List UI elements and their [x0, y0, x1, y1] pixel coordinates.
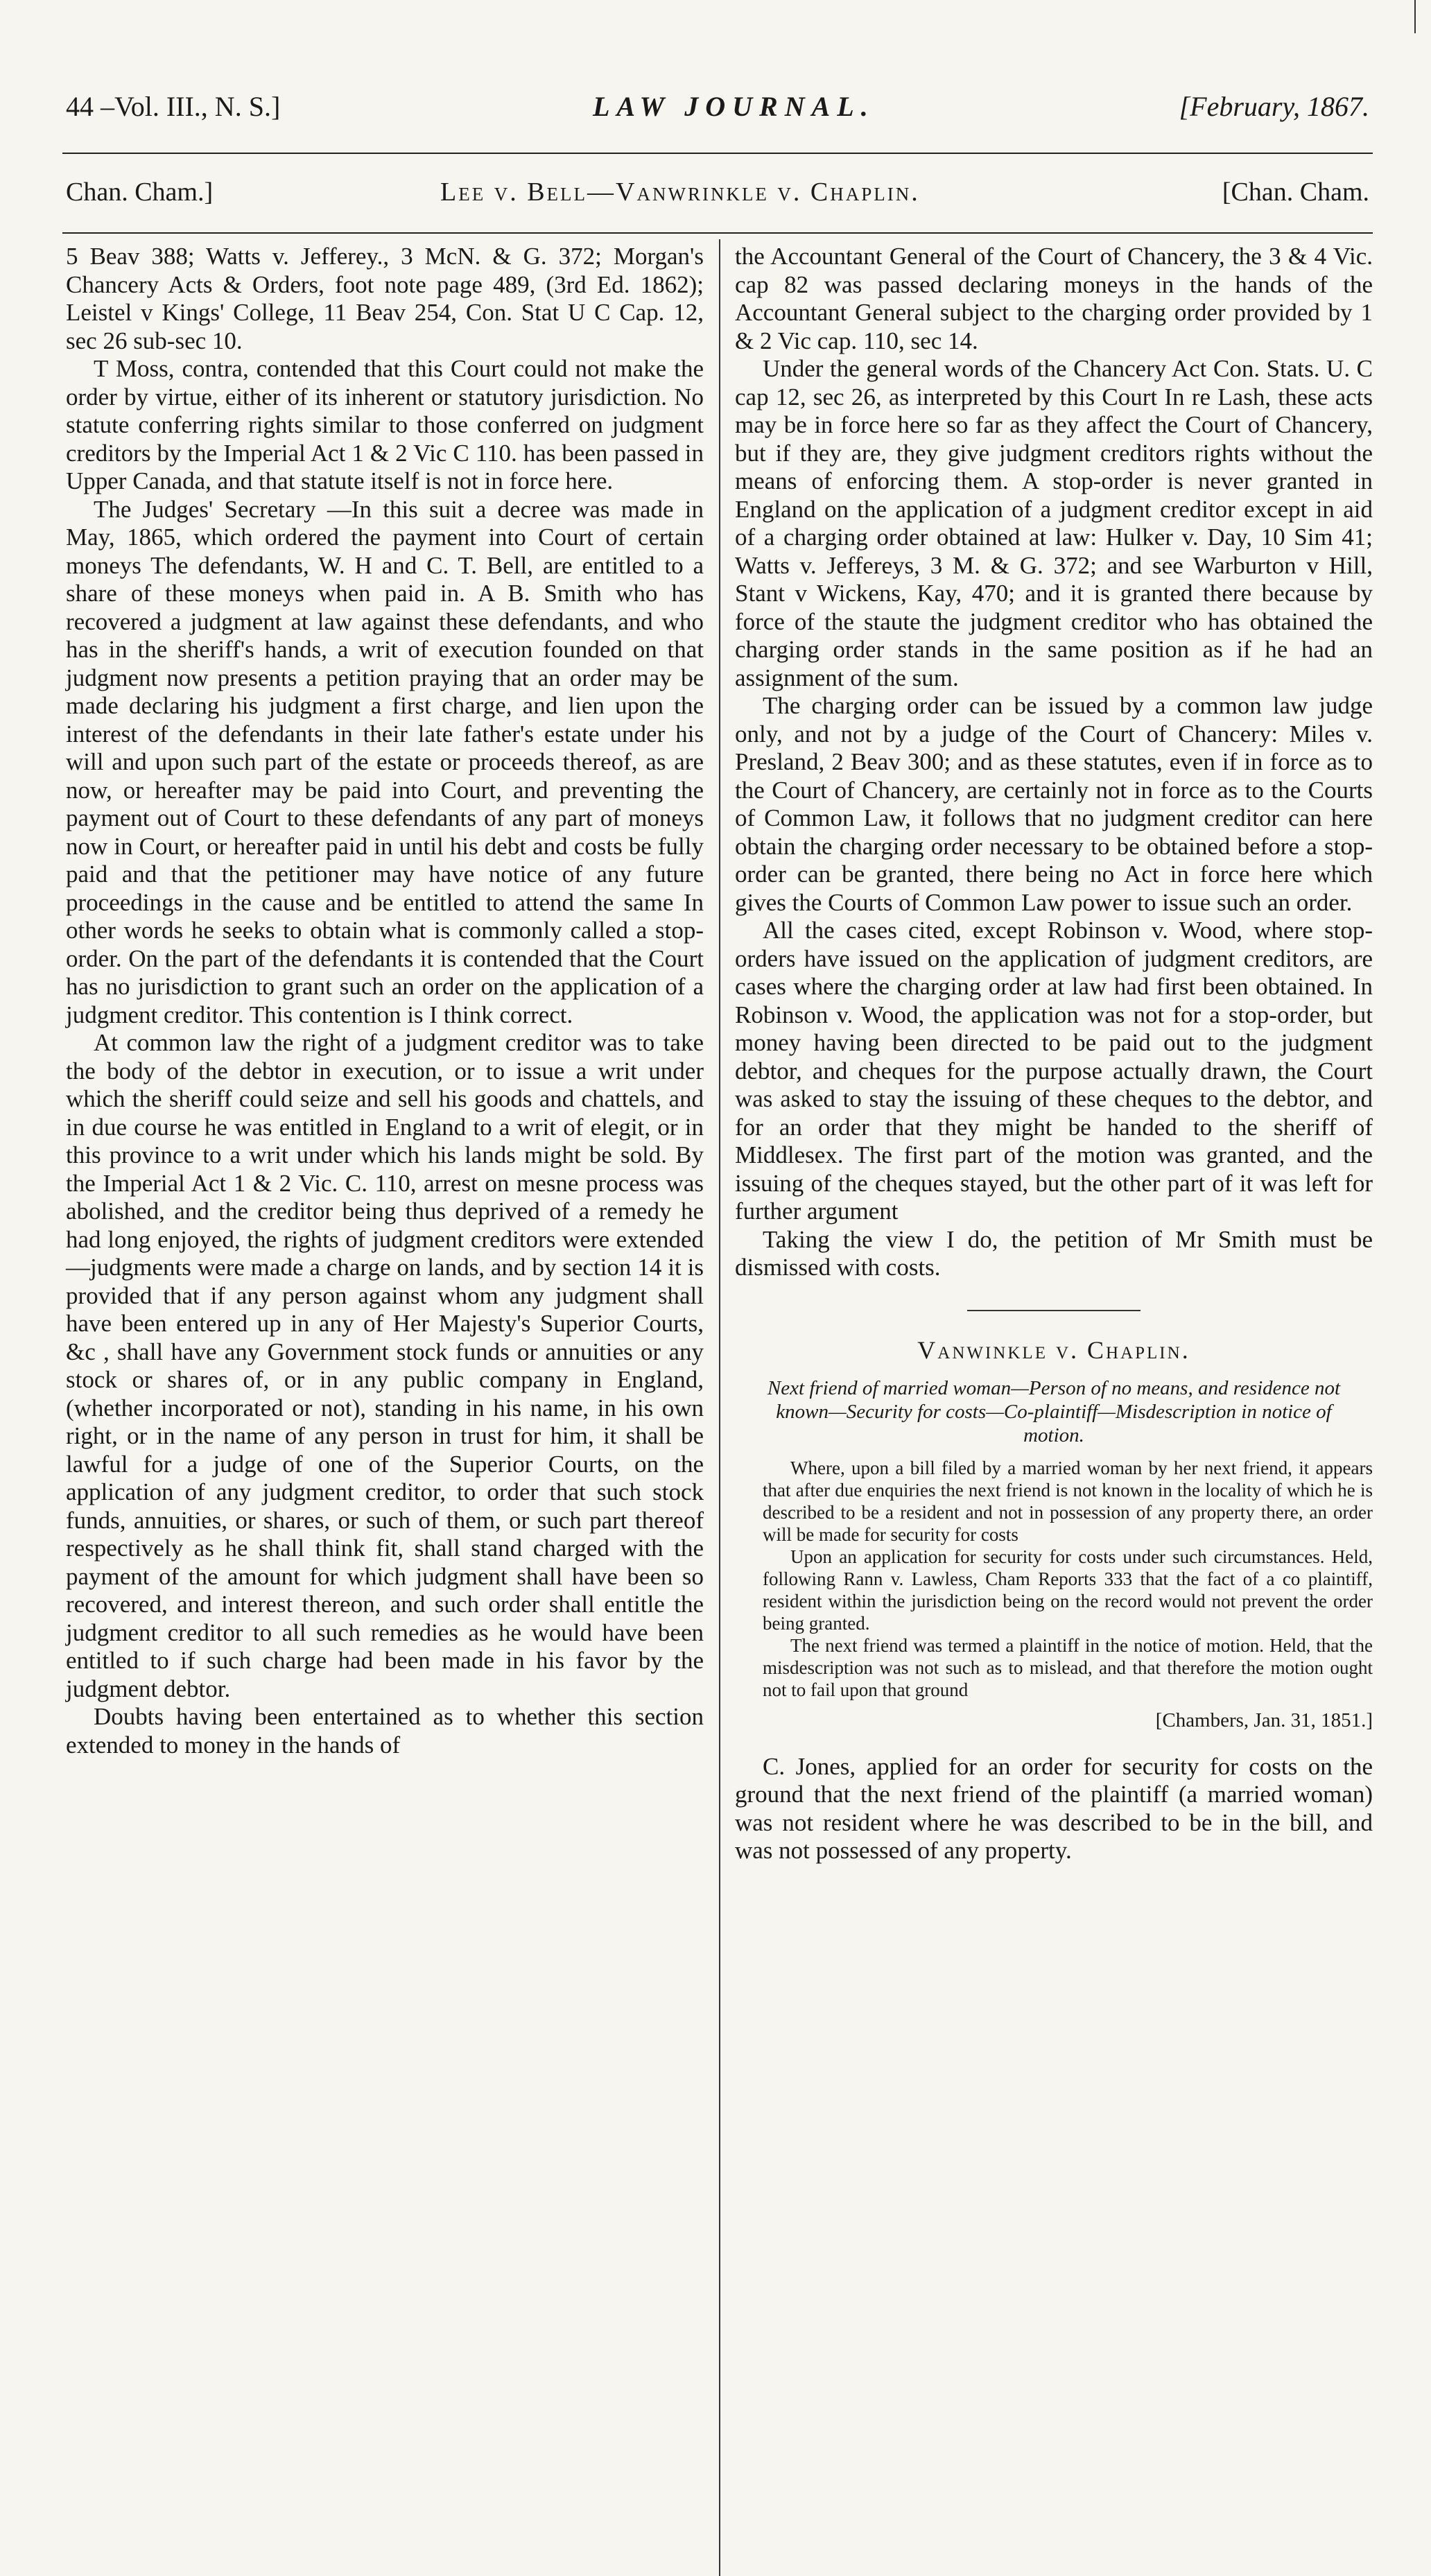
header-rule: [62, 153, 1373, 154]
court-right-label: [Chan. Cham.: [1222, 178, 1369, 207]
cases-cited-paragraph: All the cases cited, except Robinson v. Wood, where stop-orders have issued on the application of judgment creditors, are cases where the charging order at law had first been obtained. In Robinson v. Wood, the application was not for a stop-order, but money having been directed to be paid out to the judgment debtor, and cheques for the purpose actually drawn, the Court was asked to stay the issuing of these cheques to the debtor, and for an order that they might be handed to the sheriff of Middlesex. The first part of the motion was granted, and the issuing of the cheques stayed, but the other part of it was left for further argument: [735, 917, 1373, 1225]
accountant-general-paragraph: the Accountant General of the Court of Chancery, the 3 & 4 Vic. cap 82 was passed declaring moneys in the hands of the Accountant General subject to the charging order provided by 1 & 2 Vic cap. 110, sec 14.: [735, 243, 1373, 354]
syllabus-item: Where, upon a bill filed by a married woman by her next friend, it appears that after due enquiries the next friend is not known in the locality of which he is described to be a resident and not in possession of any property there, an order will be made for security for costs: [763, 1458, 1373, 1545]
doubts-paragraph: Doubts having been entertained as to whether this section extended to money in the hands of: [66, 1703, 704, 1758]
volume-page-label: 44 –Vol. III., N. S.]: [66, 91, 281, 122]
second-case-title: Vanwinkle v. Chaplin.: [917, 1335, 1190, 1364]
running-head: [66, 90, 1369, 132]
column-divider: [719, 239, 720, 2576]
case-names: Lee v. Bell—Vanwrinkle v. Chaplin.: [440, 178, 920, 207]
syllabus-item: The next friend was termed a plaintiff in the notice of motion. Held, that the misdescription was not such as to mislead, and that therefore the motion ought not to fail upon that ground: [763, 1635, 1373, 1700]
page-edge-mark: [1414, 0, 1416, 33]
left-column: [66, 243, 704, 1759]
charging-order-paragraph: The charging order can be issued by a common law judge only, and not by a judge of the Court of Chancery: Miles v. Presland, 2 Beav 300; and as these statutes, even if in force as to the Court of Chancery, are certainly not in force as to the Courts of Common Law, it follows that no judgment creditor can here obtain the charging order necessary to be obtained before a stop-order can be granted, there being no Act in force here which gives the Courts of Common Law power to issue such an order.: [735, 692, 1373, 916]
contra-argument-paragraph: T Moss, contra, contended that this Court could not make the order by virtue, either of its inherent or statutory jurisdiction. No statute conferring rights similar to those conferred on judgment creditors by the Imperial Act 1 & 2 Vic C 110. has been passed in Upper Canada, and that statute itself is not in force here.: [66, 355, 704, 494]
journal-title: LAW JOURNAL.: [593, 91, 875, 122]
second-case-opening: C. Jones, applied for an order for security for costs on the ground that the next friend of the plaintiff (a married woman) was not resident where he was described to be in the bill, and was not possessed of any property.: [735, 1752, 1373, 1864]
second-case-headnote: Next friend of married woman—Person of no means, and residence not known—Security for costs—Co-plaintiff—Misdescription in notice of motion.: [767, 1377, 1341, 1446]
syllabus-item: Upon an application for security for costs under such circumstances. Held, following Rann v. Lawless, Cham Reports 333 that the fact of a co plaintiff, resident within the jurisdiction being on the record would not prevent the order being granted.: [763, 1546, 1373, 1634]
court-left-label: Chan. Cham.]: [66, 178, 214, 207]
right-column: [735, 243, 1373, 1865]
common-law-paragraph: At common law the right of a judgment creditor was to take the body of the debtor in execution, or to issue a writ under which the sheriff could seize and sell his goods and chattels, and in due course he was entitled in England to a writ of elegit, or in this province to a writ under which his lands might be sold. By the Imperial Act 1 & 2 Vic. C. 110, arrest on mesne process was abolished, and the creditor being thus deprived of a remedy he had long enjoyed, the rights of judgment creditors were extended—judgments were made a charge on lands, and by section 14 it is provided that if any person against whom any judgment shall have been entered up in any of Her Majesty's Superior Courts, &c , shall have any Government stock funds or annuities or any stock or shares of, or in any public company in England, (whether incorporated or not), standing in his name, in his own right, or in the name of any person in trust for him, it shall be lawful for a judge of one of the Superior Courts, on the application of any judgment creditor, to order that such stock funds, annuities, or shares, or such of them, or such part thereof respectively as he shall think fit, shall stand charged with the payment of the amount for which judgment shall have been so recovered, and interest thereon, and such order shall entitle the judgment creditor to all such remedies as he would have been entitled to if such charge had been made in his favor by the judgment debtor.: [66, 1029, 704, 1702]
case-separator-rule: [967, 1310, 1141, 1311]
chambers-dateline: [Chambers, Jan. 31, 1851.]: [1155, 1709, 1373, 1731]
judges-secretary-paragraph: The Judges' Secretary —In this suit a decree was made in May, 1865, which ordered the payment into Court of certain moneys The defendants, W. H and C. T. Bell, are entitled to a share of these moneys when paid in. A B. Smith who has recovered a judgment at law against these defendants, and who has in the sheriff's hands, a writ of execution founded on that judgment now presents a petition praying that an order may be made declaring his judgment a first charge, and lien upon the interest of the defendants in their late father's estate under his will and upon such part of the estate or proceeds thereof, as are now, or hereafter may be paid into Court, and preventing the payment out of Court to these defendants of any part of moneys now in Court, or hereafter paid in until his debt and costs be fully paid and that the petitioner may have notice of any future proceedings in the cause and be entitled to attend the same In other words he seeks to obtain what is commonly called a stop-order. On the part of the defendants it is contended that the Court has no jurisdiction to grant such an order on the application of a judgment creditor. This contention is I think correct.: [66, 495, 704, 1028]
issue-date: [February, 1867.: [1179, 91, 1369, 122]
citations-paragraph: 5 Beav 388; Watts v. Jefferey., 3 McN. & G. 372; Morgan's Chancery Acts & Orders, foot note page 489, (3rd Ed. 1862); Leistel v Kings' College, 11 Beav 254, Con. Stat U C Cap. 12, sec 26 sub-sec 10.: [66, 243, 704, 354]
court-case-head: [66, 177, 1369, 216]
conclusion-paragraph: Taking the view I do, the petition of Mr Smith must be dismissed with costs.: [735, 1225, 1373, 1281]
chancery-act-paragraph: Under the general words of the Chancery Act Con. Stats. U. C cap 12, sec 26, as interpreted by this Court In re Lash, these acts may be in force here so far as they affect the Court of Chancery, but if they are, they give judgment creditors rights without the means of enforcing them. A stop-order is never granted in England on the application of a judgment creditor except in aid of a charging order obtained at law: Hulker v. Day, 10 Sim 41; Watts v. Jeffereys, 3 M. & G. 372; and see Warburton v Hill, Stant v Wickens, Kay, 470; and it is granted there because by force of the staute the judgment creditor who has obtained the charging order stands in the same position as if he had an assignment of the sum.: [735, 355, 1373, 691]
subheader-rule: [62, 232, 1373, 234]
